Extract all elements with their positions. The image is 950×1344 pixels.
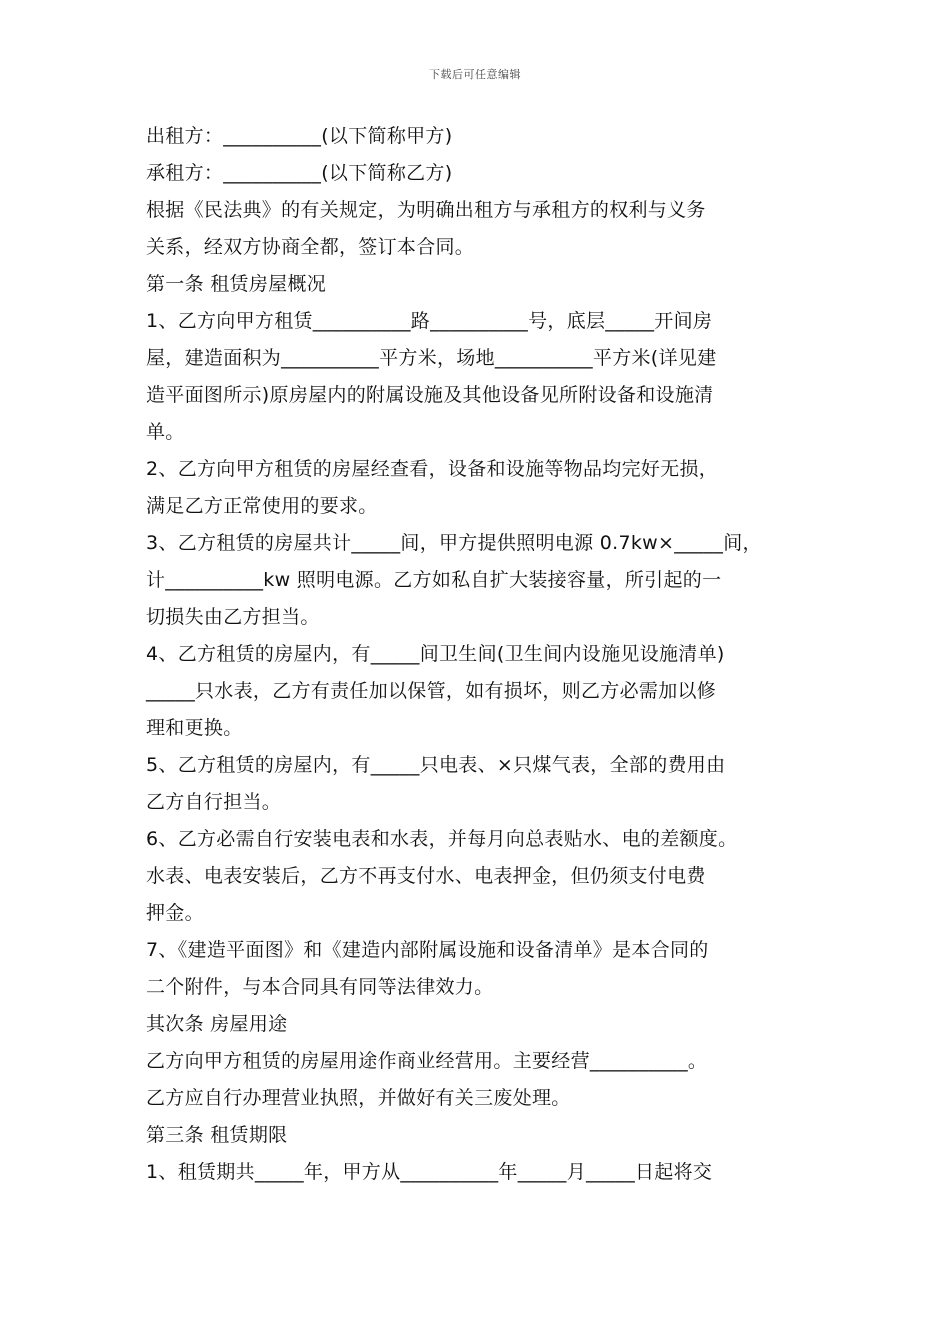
clause-line: 5、乙方租赁的房屋内，有_____只电表、×只煤气表，全部的费用由 [146, 754, 726, 776]
clause-line: 计__________kw 照明电源。乙方如私自扩大装接容量，所引起的一 [146, 569, 722, 591]
article-1-heading: 第一条 租赁房屋概况 [146, 273, 327, 295]
clause-line: 二个附件，与本合同具有同等法律效力。 [146, 976, 494, 998]
clause-line: 1、租赁期共_____年，甲方从__________年_____月_____日起将交 [146, 1161, 713, 1183]
clause-line: 理和更换。 [146, 717, 243, 739]
article-2-heading: 其次条 房屋用途 [146, 1013, 288, 1035]
clause-line: 造平面图所示)原房屋内的附属设施及其他设备见所附设备和设施清 [146, 384, 714, 406]
clause-line: 单。 [146, 421, 185, 443]
preamble-line: 关系，经双方协商全都，签订本合同。 [146, 236, 475, 258]
page-header-note: 下载后可任意编辑 [429, 68, 521, 81]
clause-line: 1、乙方向甲方租赁__________路__________号，底层_____开间房 [146, 310, 713, 332]
clause-line: 7、《建造平面图》和《建造内部附属设施和设备清单》是本合同的 [146, 939, 709, 961]
clause-line: 4、乙方租赁的房屋内，有_____间卫生间(卫生间内设施见设施清单) [146, 643, 725, 665]
clause-line: 乙方自行担当。 [146, 791, 282, 813]
clause-line: 乙方向甲方租赁的房屋用途作商业经营用。主要经营__________。 [146, 1050, 708, 1072]
party-a-line: 出租方：__________(以下简称甲方) [146, 125, 453, 147]
document-body [146, 118, 812, 1191]
preamble-line: 根据《民法典》的有关规定，为明确出租方与承租方的权利与义务 [146, 199, 706, 221]
clause-line: 切损失由乙方担当。 [146, 606, 320, 628]
party-b-line: 承租方：__________(以下简称乙方) [146, 162, 453, 184]
clause-line: 满足乙方正常使用的要求。 [146, 495, 378, 517]
clause-line: 2、乙方向甲方租赁的房屋经查看，设备和设施等物品均完好无损， [146, 458, 719, 480]
clause-line: 水表、电表安装后，乙方不再支付水、电表押金，但仍须支付电费 [146, 865, 706, 887]
clause-line: 乙方应自行办理营业执照，并做好有关三废处理。 [146, 1087, 571, 1109]
clause-line: 6、乙方必需自行安装电表和水表，并每月向总表贴水、电的差额度。 [146, 828, 738, 850]
clause-line: 屋，建造面积为__________平方米，场地__________平方米(详见建 [146, 347, 717, 369]
article-3-heading: 第三条 租赁期限 [146, 1124, 288, 1146]
clause-line: _____只水表，乙方有责任加以保管，如有损坏，则乙方必需加以修 [146, 680, 717, 702]
clause-line: 押金。 [146, 902, 204, 924]
clause-line: 3、乙方租赁的房屋共计_____间，甲方提供照明电源 0.7kw×_____间， [146, 532, 762, 554]
